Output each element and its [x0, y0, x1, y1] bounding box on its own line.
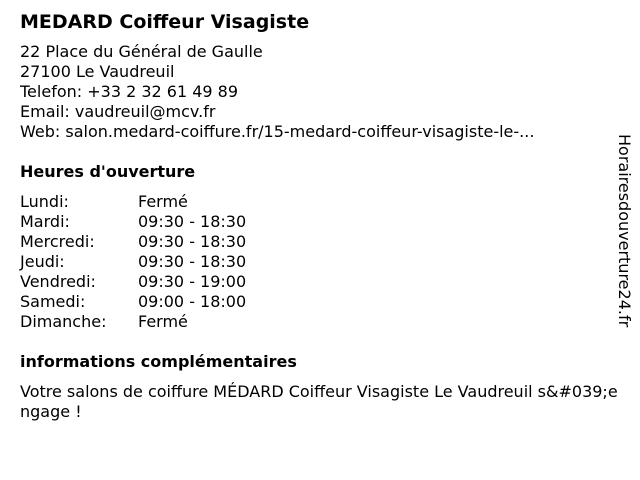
address-line-2: 27100 Le Vaudreuil — [20, 62, 175, 81]
brand-watermark: Horairesdouverture24.fr — [615, 134, 634, 328]
hours-row-saturday — [20, 292, 610, 312]
hours-row-sunday — [20, 312, 610, 332]
hours-row-thursday — [20, 252, 610, 272]
web-line[interactable]: Web: salon.medard-coiffure.fr/15-medard-coiffeur-visagiste-le-... — [20, 122, 535, 141]
hours-row-wednesday — [20, 232, 610, 252]
day-label: Lundi: — [20, 192, 69, 211]
time-value: Fermé — [138, 312, 188, 331]
day-label: Dimanche: — [20, 312, 107, 331]
phone-line[interactable]: Telefon: +33 2 32 61 49 89 — [20, 82, 239, 101]
hours-row-friday — [20, 272, 610, 292]
time-value: 09:30 - 18:30 — [138, 212, 247, 231]
hours-heading: Heures d'ouverture — [20, 162, 196, 181]
time-value: Fermé — [138, 192, 188, 211]
info-text: Votre salons de coiffure MÉDARD Coiffeur Visagiste Le Vaudreuil s&#039;engage ! — [20, 382, 618, 421]
hours-row-monday — [20, 192, 610, 212]
info-heading: informations complémentaires — [20, 352, 297, 371]
hours-row-tuesday — [20, 212, 610, 232]
time-value: 09:30 - 18:30 — [138, 232, 247, 251]
time-value: 09:00 - 18:00 — [138, 292, 247, 311]
hours-table — [20, 192, 610, 332]
business-name: MEDARD Coiffeur Visagiste — [20, 11, 310, 33]
day-label: Jeudi: — [20, 252, 65, 271]
day-label: Mardi: — [20, 212, 70, 231]
email-line[interactable]: Email: vaudreuil@mcv.fr — [20, 102, 216, 121]
day-label: Mercredi: — [20, 232, 95, 251]
time-value: 09:30 - 18:30 — [138, 252, 247, 271]
day-label: Samedi: — [20, 292, 86, 311]
business-card — [20, 10, 618, 422]
time-value: 09:30 - 19:00 — [138, 272, 247, 291]
day-label: Vendredi: — [20, 272, 96, 291]
address-line-1: 22 Place du Général de Gaulle — [20, 42, 263, 61]
